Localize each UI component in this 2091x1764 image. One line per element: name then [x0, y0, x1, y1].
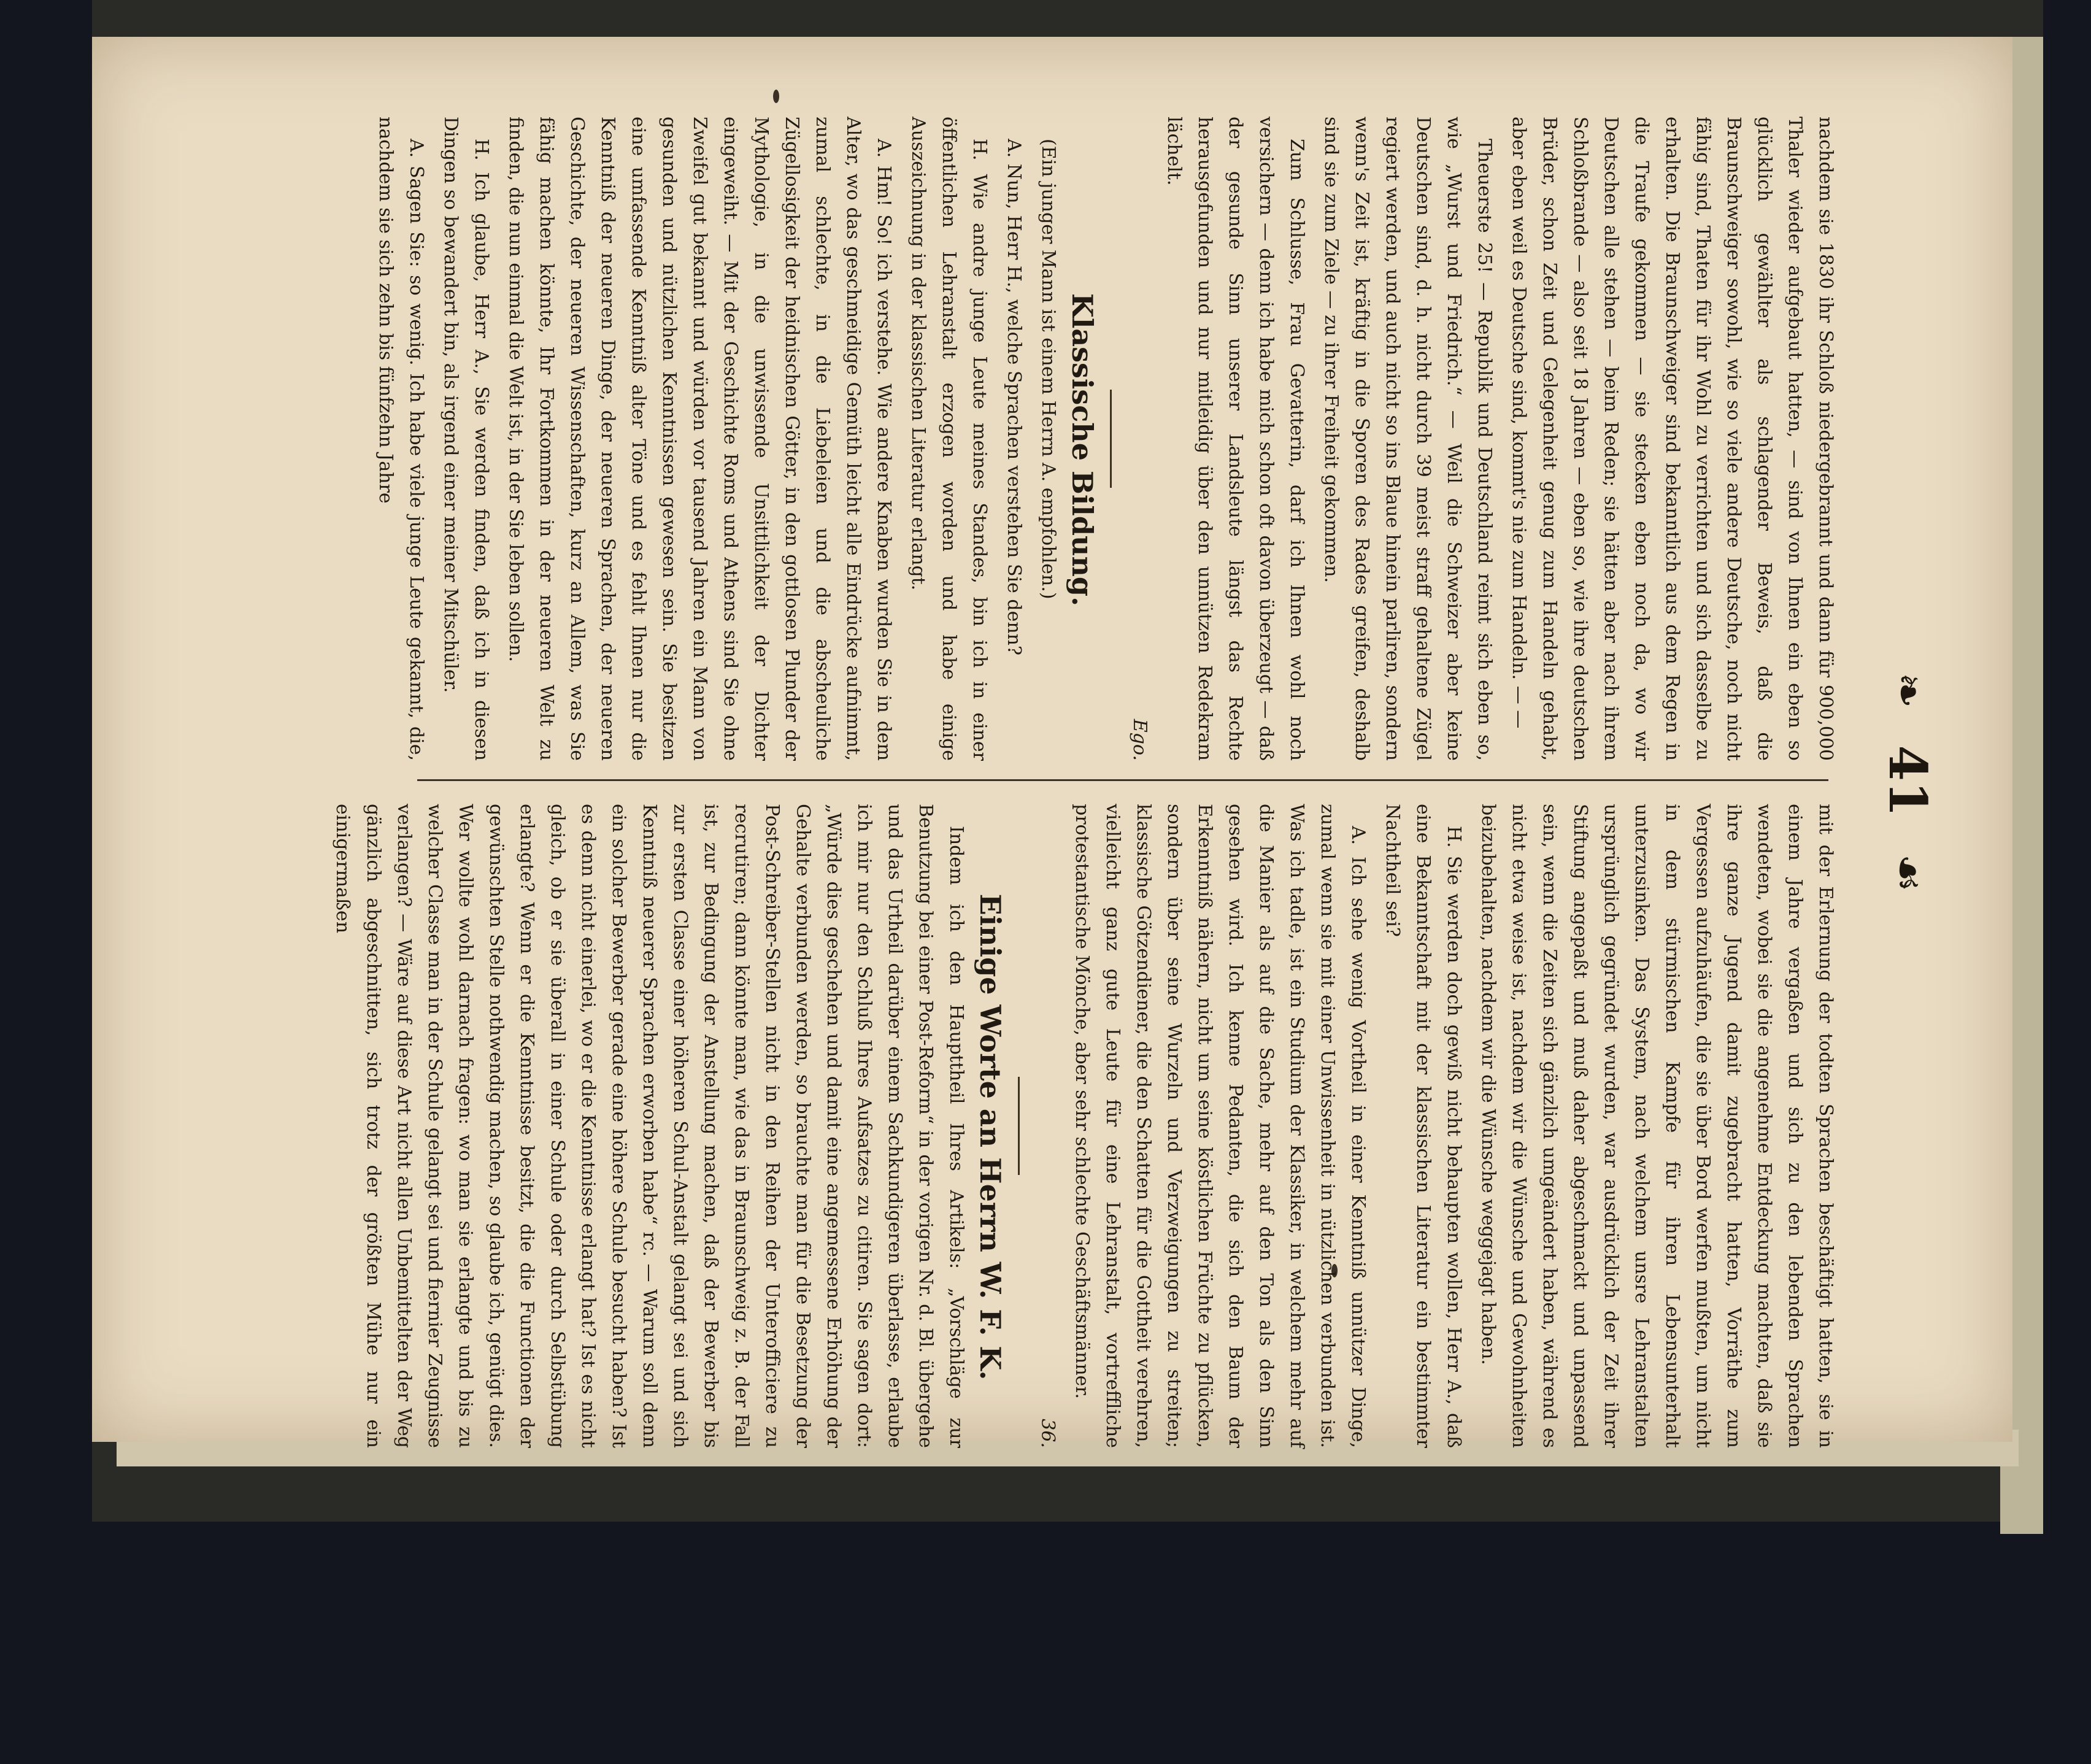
- paragraph: Zum Schlusse, Frau Gevatterin, darf ich Ihnen wohl noch versichern — denn ich habe mich schon oft davon überzeugt — daß der gesunde Sinn unserer Landsleute längst das Rechte herausgefunden und nur mitleidig über den unnützen Redekram lächelt.: [1163, 117, 1307, 761]
- paragraph: A. Hm! So! ich verstehe. Wie andere Knaben wurden Sie in dem Alter, wo das geschmeidige Gemüth leicht alle Eindrücke aufnimmt, zumal schlechte, in die Liebeleien und die abscheuliche Zügellosigkeit der heidnischen Götter, in den gottlosen Plunder der Mythologie, in die unwissende Unsittlichkeit der Dichter eingeweiht. — Mit der Geschichte Roms und Athens sind Sie ohne Zweifel gut bekannt und würden vor tausend Jahren ein Mann von gesunden und nützlichen Kenntnissen gewesen sein. Sie besitzen eine umfassende Kenntniß alter Töne und es fehlt Ihnen nur die Kenntniß der neueren Dinge, der neueren Sprachen, der neueren Geschichte, der neueren Wissenschaften, kurz an Allem, was Sie fähig machen könnte, Ihr Fortkommen in der neueren Welt zu finden, die nun einmal die Welt ist, in der Sie leben sollen.: [505, 117, 895, 761]
- paragraph: (Ein junger Mann ist einem Herrn A. empfohlen.): [1038, 139, 1059, 599]
- page-header: [1865, 98, 1951, 1466]
- signature: 36.: [1037, 1419, 1058, 1448]
- section-heading: Einige Worte an Herrn W. F. K.: [974, 893, 1007, 1381]
- section-rule: [1018, 1077, 1020, 1175]
- page-content: [332, 98, 1963, 1466]
- paragraph: A. Nun, Herr H., welche Sprachen verstehen Sie denn?: [1003, 139, 1025, 656]
- column-divider: [417, 779, 1828, 781]
- paragraph: nachdem sie 1830 ihr Schloß niedergebrannt und dann für 900,000 Thaler wieder aufgebaut hatten, — sind von Ihnen ein eben so glücklich gewählter als schlagender Beweis, daß die Braunschweiger sowohl, wie so viele andere Deutsche, noch nicht fähig sind, Thaten für ihr Wohl zu verrichten und sich dasselbe zu erhalten. Die Braunschweiger sind bekanntlich aus dem Regen in die Traufe gekommen — sie stecken eben noch da, wo wir Deutschen alle stehen — beim Reden; sie hätten aber nach ihrem Schloßbrande — also seit 18 Jahren — eben so, wie ihre deutschen Brüder, schon Zeit und Gelegenheit genug zum Handeln gehabt, aber eben weil es Deutsche sind, kommt's nie zum Handeln. — —: [1508, 117, 1836, 761]
- rotated-content: [332, 98, 1963, 1706]
- paragraph: A. Sagen Sie: so wenig. Ich habe viele junge Leute gekannt, die, nachdem sie sich zehn bis fünfzehn Jahre: [375, 117, 427, 761]
- paragraph: H. Sie werden doch gewiß nicht behaupten wollen, Herr A., daß eine Bekanntschaft mit der klassischen Literatur ein bestimmter Nachtheil sei?: [1382, 804, 1465, 1448]
- right-column: [332, 804, 1841, 1448]
- paragraph: Theuerste 25! — Republik und Deutschland reimt sich eben so, wie „Wurst und Friedrich.“ — Weil die Schweizer aber keine Deutschen sind, d. h. nicht durch 39 meist straff gehaltene Zügel regiert werden, und auch nicht so ins Blaue hinein parliren, sondern wenn's Zeit ist, kräftig in die Sporen des Rades greifen, deshalb sind sie zum Ziele — zu ihrer Freiheit gekommen.: [1320, 117, 1495, 761]
- paragraph: H. Ich glaube, Herr A., Sie werden finden, daß ich in diesen Dingen so bewandert bin, als irgend einer meiner Mitschüler.: [440, 117, 492, 761]
- ornament-left-icon: ❧: [1883, 672, 1933, 709]
- section-heading: Klassische Bildung.: [1066, 293, 1099, 607]
- signature: Ego.: [1129, 718, 1150, 761]
- page-number: 41: [1877, 745, 1939, 817]
- paragraph: mit der Erlernung der todten Sprachen beschäftigt hatten, sie in einem Jahre vergaßen und sich zu den lebenden Sprachen wendeten, wobei sie die angenehme Entdeckung machten, daß sie ihre ganze Jugend damit zugebracht hatten, Vorräthe zum Vergessen aufzuhäufen, die sie über Bord werfen mußten, um nicht in dem stürmischen Kampfe für ihren Lebensunterhalt unterzusinken. Das System, nach welchem unsre Lehranstalten ursprünglich gegründet wurden, war ausdrücklich der Zeit ihrer Stiftung angepaßt und muß daher abgeschmackt und unpassend sein, wenn die Zeiten sich gänzlich umgeändert haben, während es nicht etwa weise ist, nachdem wir die Wünsche und Gewohnheiten beizubehalten, nachdem wir die Wünsche weggejagt haben.: [1477, 804, 1836, 1448]
- left-column: [375, 117, 1841, 761]
- paragraph: Indem ich den Haupttheil Ihres Artikels: „Vorschläge zur Benutzung bei einer Post-Reform“ in der vorigen Nr. d. Bl. übergehe und das Urtheil darüber einem Sachkundigeren überlasse, erlaube ich mir nur den Schluß Ihres Aufsatzes zu citiren. Sie sagen dort: „Würde dies geschehen und damit eine angemessene Erhöhung der Gehalte verbunden werden, so brauchte man für die Besetzung der Post-Schreiber-Stellen nicht in den Reihen der Unterofficiere zu recrutiren; dann könnte man, wie das in Braunschweig z. B. der Fall ist, zur Bedingung der Anstellung machen, daß der Bewerber bis zur ersten Classe einer höheren Schul-Anstalt gelangt sei und sich Kenntniß neuerer Sprachen erworben habe“ rc. — Warum soll denn ein solcher Bewerber gerade eine höhere Schule besucht haben? Ist es denn nicht einerlei, wo er die Kenntnisse erlangt hat? Ist es nicht gleich, ob er sie überall in einer Schule oder durch Selbstübung erlangte? Wenn er die Kenntnisse besitzt, die die Functionen der gewünschten Stelle nothwendig machen, so glaube ich, genügt dies. Wer wollte wohl darnach fragen: wo man sie erlangte und bis zu welcher Classe man in der Schule gelangt sei und fiernier Zeugnisse verlangen? — Wäre auf diese Art nicht allen Unbemittelten der Weg gänzlich abgeschnitten, sich trotz der größten Mühe nur ein einigermaßen: [332, 804, 967, 1448]
- paragraph: H. Wie andre junge Leute meines Standes, bin ich in einer öffentlichen Lehranstalt erzogen worden und habe einige Auszeichnung in der klassischen Literatur erlangt.: [907, 117, 990, 761]
- section-rule: [1110, 390, 1112, 488]
- paragraph: A. Ich sehe wenig Vortheil in einer Kenntniß unnützer Dinge, zumal wenn sie mit einer Unwissenheit in nützlichen verbunden ist. Was ich tadle, ist ein Studium der Klassiker, in welchem mehr auf die Manier als auf die Sache, mehr auf den Ton als den Sinn gesehen wird. Ich kenne Pedanten, die sich den Baum der Erkenntniß nähern, nicht um seine köstlichen Früchte zu pflücken, sondern über seine Wurzeln und Verzweigungen zu streiten; klassische Götzendiener, die den Schatten für die Gottheit verehren, vielleicht ganz gute Leute für eine Lehranstalt, vortreffliche protestantische Mönche, aber sehr schlechte Geschäftsmänner.: [1071, 804, 1369, 1448]
- ornament-right-icon: ☙: [1883, 853, 1933, 893]
